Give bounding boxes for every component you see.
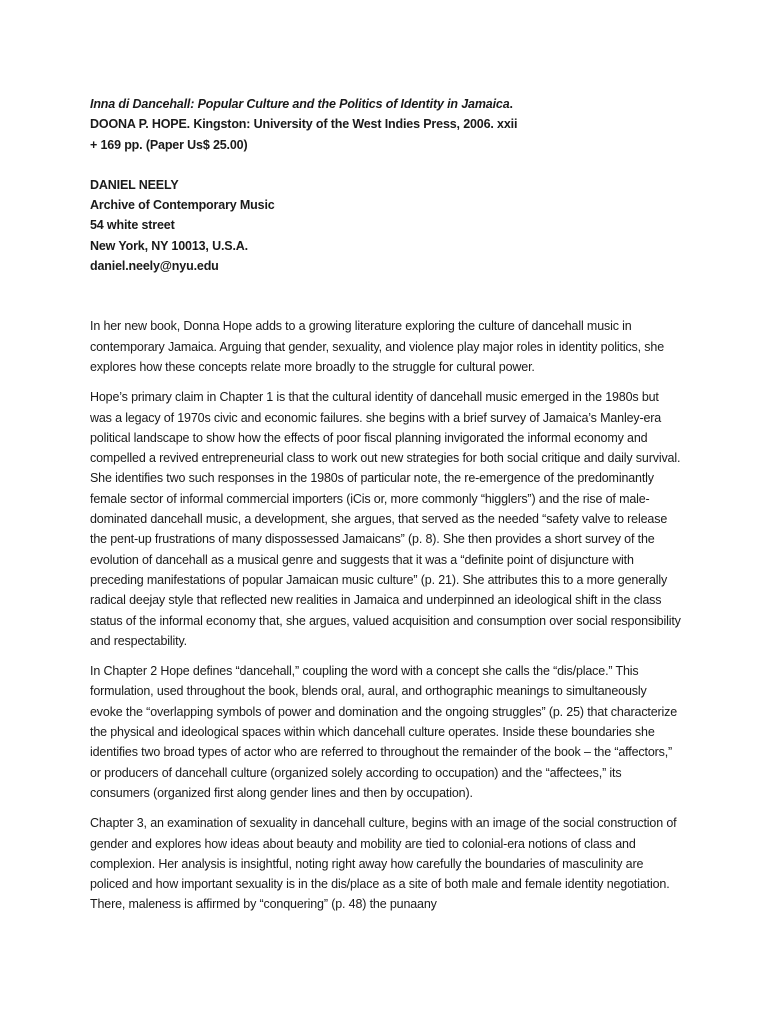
reviewer-city: New York, NY 10013, U.S.A. — [90, 238, 248, 253]
reviewer-email: daniel.neely@nyu.edu — [90, 259, 219, 274]
review-body — [90, 316, 682, 914]
publication-line-1: DOONA P. HOPE. Kingston: University of the West Indies Press, 2006. xxii — [90, 117, 518, 132]
reviewer-address — [90, 175, 682, 276]
body-paragraph: In her new book, Donna Hope adds to a growing literature exploring the culture of dancehall music in contemporary Jamaica. Arguing that gender, sexuality, and violence play major roles in identity politics, she explores how these concepts relate more broadly to the struggle for cultural power. — [90, 319, 665, 374]
book-title: Inna di Dancehall: Popular Culture and the Politics of Identity in Jamaica — [90, 97, 510, 111]
reviewer-affiliation: Archive of Contemporary Music — [90, 198, 275, 213]
body-paragraph: Chapter 3, an examination of sexuality in dancehall culture, begins with an image of the social construction of gender and explores how ideas about beauty and mobility are tied to colonial-era notions of class and complexion. Her analysis is insightful, noting right away how carefully the boundaries of masculinity are policed and how important sexuality is in the dis/place as a site of both male and female identity negotiation. There, maleness is affirmed by “conquering” (p. 48) the punaany — [90, 816, 677, 912]
body-paragraph: Hope’s primary claim in Chapter 1 is that the cultural identity of dancehall music emerged in the 1980s but was a legacy of 1970s civic and economic failures. she begins with a brief survey of Jamaica’s Manley-era political landscape to show how the effects of poor fiscal planning invigorated the informal economy and compelled a revived entrepreneurial class to work out new strategies for both social critique and daily survival. She identifies two such responses in the 1980s of particular note, the re-emergence of the predominantly female sector of informal commercial importers (iCis or, more commonly “higglers”) and the rise of male-dominated dancehall music, a development, she argues, that served as the needed “safety valve to release the pent-up frustrations of many dispossessed Jamaicans” (p. 8). She then provides a short survey of the evolution of dancehall as a musical genre and suggests that it was a “definite point of disjuncture with preceding manifestations of popular Jamaican music culture” (p. 21). She attributes this to a more generally radical deejay style that reflected new realities in Jamaica and underpinned an ideological shift in the class status of the informal economy that, she argues, valued acquisition and consumption over social responsibility and respectability. — [90, 390, 681, 648]
book-title-line — [90, 94, 682, 114]
reviewer-name: DANIEL NEELY — [90, 177, 179, 192]
body-paragraph: In Chapter 2 Hope defines “dancehall,” coupling the word with a concept she calls the “dis/place.” This formulation, used throughout the book, blends oral, aural, and orthographic meanings to simultaneously evoke the “overlapping symbols of power and domination and the ongoing struggles” (p. 25) that characterize the physical and ideological spaces within which dancehall culture operates. Inside these boundaries she identifies two broad types of actor who are referred to throughout the remainder of the book – the “affectors,” or producers of dancehall culture (organized solely according to occupation) and the “affectees,” its consumers (organized first along gender lines and then by occupation). — [90, 664, 678, 800]
publication-line-2: + 169 pp. (Paper Us$ 25.00) — [90, 137, 248, 152]
review-content — [90, 94, 682, 925]
book-title-period: . — [509, 97, 513, 111]
reviewer-street: 54 white street — [90, 218, 175, 233]
book-citation — [90, 94, 682, 155]
